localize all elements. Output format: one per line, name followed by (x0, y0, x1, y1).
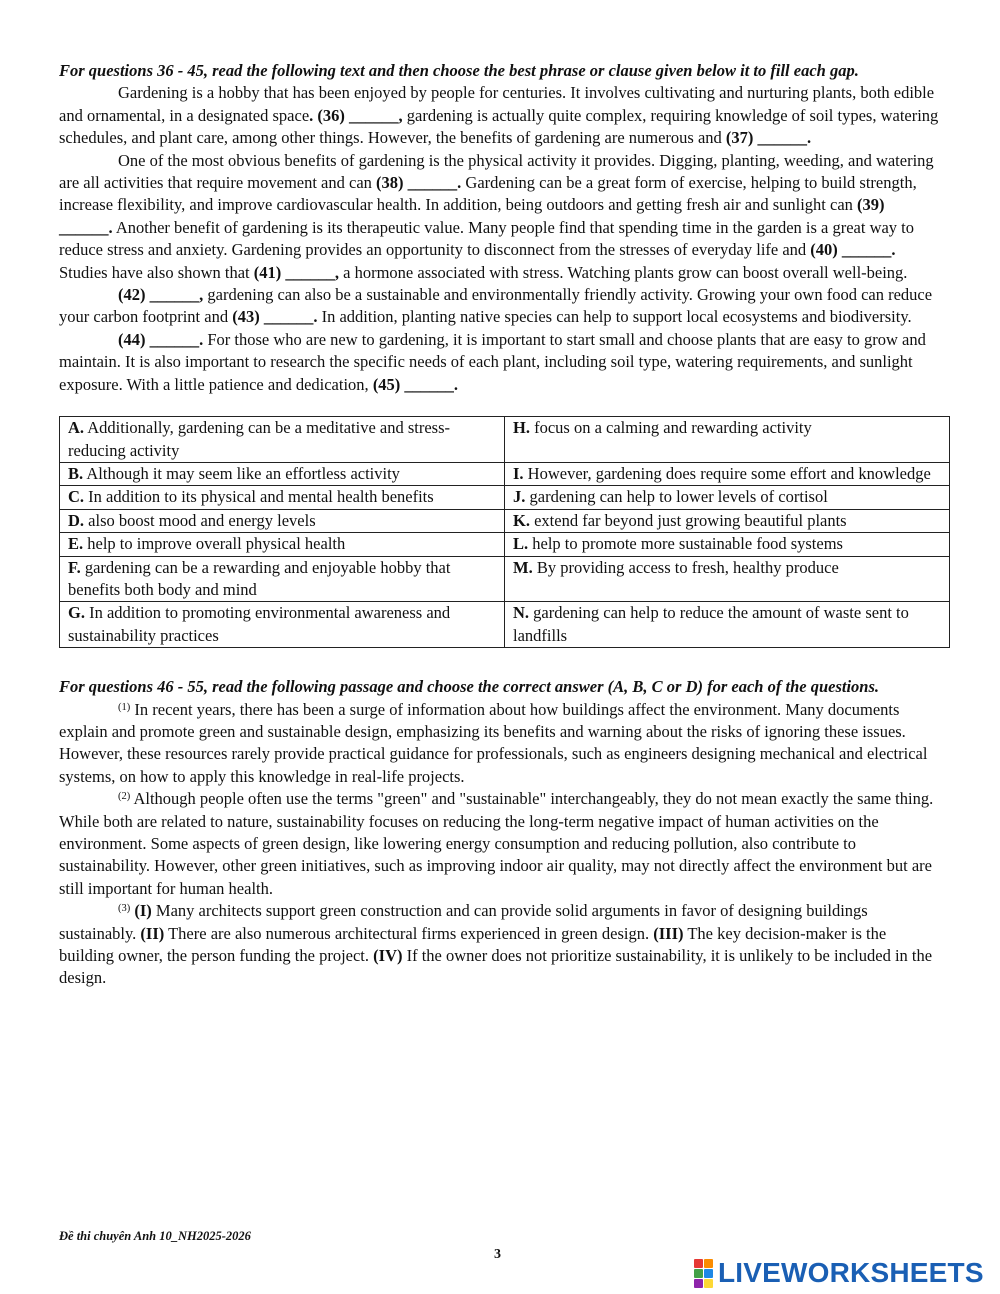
option-e: E. help to improve overall physical health (60, 533, 505, 556)
position-marker-i: (I) (134, 901, 152, 921)
option-f: F. gardening can be a rewarding and enjoyable hobby that benefits both body and mind (60, 556, 505, 602)
table-row (60, 509, 950, 532)
passage2-paragraph-1: $^{(1)}$ In recent years, there has been a surge of information about how buildings affect the environment. Many documents explain and promote green and sustainable design, emphasizing its benefits and warning about the risks of ignoring these issues. However, these resources rarely provide practical guidance for professionals, such as engineers designing mechanical and electrical systems, on how to apply this knowledge in real-life projects. (59, 699, 928, 786)
option-b: B. Although it may seem like an effortless activity (60, 462, 505, 485)
table-row (60, 556, 950, 602)
option-n: N. gardening can help to reduce the amount of waste sent to landfills (505, 602, 950, 648)
gap-39[interactable]: (39) ______. (59, 195, 885, 237)
option-a: A. Additionally, gardening can be a meditative and stress-reducing activity (60, 417, 505, 463)
option-h: H. focus on a calming and rewarding activity (505, 417, 950, 463)
gap-37[interactable]: (37) ______. (725, 128, 812, 148)
passage1-paragraph-4: (44) ______. For those who are new to gardening, it is important to start small and choose plants that are easy to grow and maintain. It is also important to research the specific needs of each plant, including soil type, watering requirements, and sunlight exposure. With a little patience and dedication, (45) ______. (59, 329, 926, 394)
position-marker-ii: (II) (140, 923, 165, 943)
gap-41[interactable]: (41) ______, (253, 262, 340, 282)
paragraph-number: (2) (118, 791, 131, 803)
gap-36[interactable]: . (36) ______, (309, 105, 403, 125)
logo-text: LIVEWORKSHEETS (718, 1257, 984, 1288)
gap-44[interactable]: (44) ______. (118, 329, 204, 349)
passage1-paragraph-2: One of the most obvious benefits of gardening is the physical activity it provides. Digging, planting, weeding, and watering are all activities that require movement and can (38) ______. Gardening can be a great form of exercise, helping to build strength, increase flexibility, and improve cardiovascular health. In addition, being outdoors and getting fresh air and sunlight can (39) ______. Another benefit of gardening is its therapeutic value. Many people find that spending time in the garden is a great way to reduce stress and anxiety. Gardening provides an opportunity to disconnect from the stresses of everyday life and (40) ______. Studies have also shown that (41) ______, a hormone associated with stress. Watching plants grow can boost overall well-being. (59, 150, 934, 282)
liveworksheets-logo[interactable] (694, 1257, 984, 1289)
section1-instruction: For questions 36 - 45, read the following text and then choose the best phrase or clause given below it to fill each gap. (59, 61, 859, 80)
section2-instruction: For questions 46 - 55, read the following passage and choose the correct answer (A, B, C or D) for each of the questions. (59, 677, 880, 697)
table-row (60, 417, 950, 463)
paragraph-number: (3) (118, 903, 131, 915)
exam-label: Đề thi chuyên Anh 10_NH2025-2026 (59, 1229, 251, 1243)
option-g: G. In addition to promoting environmental awareness and sustainability practices (60, 602, 505, 648)
passage1-paragraph-3: (42) ______, gardening can also be a sustainable and environmentally friendly activity. Growing your own food can reduce your carbon footprint and (43) ______. In addition, planting native species can help to support local ecosystems and biodiversity. (59, 285, 933, 327)
table-row (60, 602, 950, 648)
option-l: L. help to promote more sustainable food systems (505, 533, 950, 556)
passage2-paragraph-3: $^{(3)}$ (I) Many architects support green construction and can provide solid arguments in favor of designing buildings sustainably. (II) There are also numerous architectural firms experienced in green design. (III) The key decision-maker is the building owner, the person funding the project. (IV) If the owner does not prioritize sustainability, it is unlikely to be included in the design. (59, 901, 933, 988)
option-k: K. extend far beyond just growing beautiful plants (505, 509, 950, 532)
page-number: 3 (494, 1247, 501, 1262)
gap-43[interactable]: (43) ______. (232, 307, 318, 327)
gap-38[interactable]: (38) ______. (376, 173, 462, 193)
gap-45[interactable]: (45) ______. (372, 374, 459, 394)
logo-blocks-icon (694, 1259, 713, 1288)
position-marker-iii: (III) (653, 923, 684, 943)
passage1-paragraph-1: Gardening is a hobby that has been enjoyed by people for centuries. It involves cultivating and nurturing plants, both edible and ornamental, in a designated space. (36) ______, gardening is actually quite complex, requiring knowledge of soil types, watering schedules, and plant care, among other things. However, the benefits of gardening are numerous and (37) ______. (59, 83, 939, 148)
worksheet-page (59, 60, 941, 990)
table-row (60, 486, 950, 509)
position-marker-iv: (IV) (373, 946, 403, 966)
paragraph-number: (1) (118, 701, 131, 713)
option-d: D. also boost mood and energy levels (60, 509, 505, 532)
options-table (59, 416, 950, 648)
gap-42[interactable]: (42) ______, (118, 285, 204, 305)
passage2-paragraph-2: $^{(2)}$ Although people often use the terms "green" and "sustainable" interchangeably, they do not mean exactly the same thing. While both are related to nature, sustainability focuses on reducing the long-term negative impact of human activities on the environment. Some aspects of green design, like lowering energy consumption and reducing pollution, also contribute to sustainability. However, other green initiatives, such as improving indoor air quality, may not directly affect the environment but are still important for human health. (59, 789, 934, 898)
table-row (60, 462, 950, 485)
gap-40[interactable]: (40) ______. (810, 240, 896, 260)
option-c: C. In addition to its physical and mental health benefits (60, 486, 505, 509)
option-m: M. By providing access to fresh, healthy produce (505, 556, 950, 602)
table-row (60, 533, 950, 556)
option-j: J. gardening can help to lower levels of cortisol (505, 486, 950, 509)
option-i: I. However, gardening does require some effort and knowledge (505, 462, 950, 485)
